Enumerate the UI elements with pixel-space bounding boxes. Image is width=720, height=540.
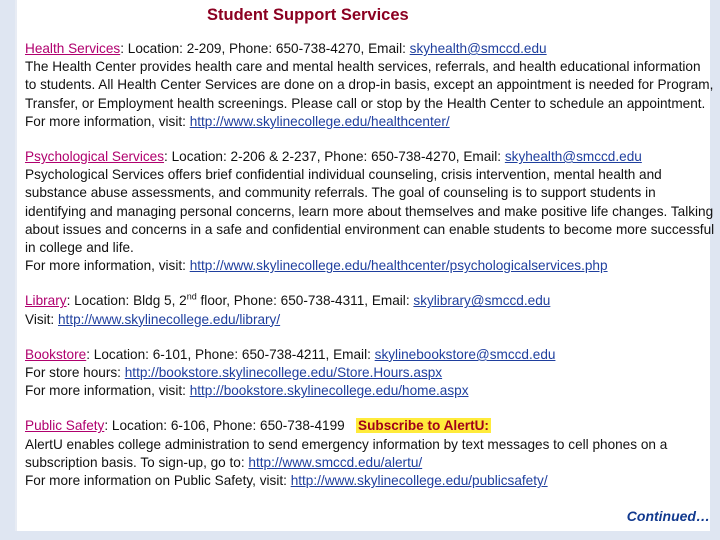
alertu-signup-link[interactable]: http://www.smccd.edu/alertu/ [248,454,423,470]
health-services-description: The Health Center provides health care and mental health services, referrals, and health educational information to students. All Health Center Services are done on a drop-in basis, except an appointment is needed for Program, Transfer, or Employment health screenings. Please call or stop by the Health Center to schedule an appointment. [25,59,714,111]
bookstore-hours-link[interactable]: http://bookstore.skylinecollege.edu/Store.Hours.aspx [124,365,443,381]
public-safety-section [25,417,715,490]
library-visit-label: Visit: [25,311,58,327]
psych-more-label: For more information, visit: [25,258,190,274]
bookstore-info [25,346,715,364]
bookstore-hours-label: For store hours: [25,365,125,381]
alertu-description [25,436,715,472]
library-visit [25,311,715,329]
public-safety-more-label: For more information on Public Safety, visit: [25,473,291,489]
health-services-info [25,40,715,58]
continued-label: Continued… [626,508,710,524]
psych-email-link[interactable]: skyhealth@smccd.edu [504,149,642,165]
alertu-description-text: AlertU enables college administration to send emergency information by text messages to cell phones on a subscription basis. To sign-up, go to: [25,436,668,470]
psych-services-more [25,257,715,275]
health-services-link[interactable]: Health Services [25,41,121,56]
health-more-label: For more information, visit: [25,113,190,129]
public-safety-link[interactable]: Public Safety [25,418,105,434]
library-info [25,292,715,310]
health-services-more [25,113,715,131]
ordinal-suffix: nd [186,291,197,302]
bookstore-email-link[interactable]: skylinebookstore@smccd.edu [374,346,556,362]
psych-website-link[interactable]: http://www.skylinecollege.edu/healthcenter/psychologicalservices.php [189,258,608,274]
library-link[interactable]: Library [25,293,67,309]
library-website-link[interactable]: http://www.skylinecollege.edu/library/ [58,311,281,327]
bookstore-more-label: For more information, visit: [25,383,190,399]
psych-services-link[interactable]: Psychological Services [25,149,165,165]
library-email-link[interactable]: skylibrary@smccd.edu [413,293,551,309]
library-contact-after: floor, Phone: 650-738-4311, Email: [196,293,414,309]
bookstore-hours [25,364,715,382]
public-safety-more [25,472,715,490]
psych-services-description: Psychological Services offers brief confidential individual counseling, crisis intervention, mental health and substance abuse assessments, and community referrals. The goal of counseling is to support students in identifying and managing personal concerns, learn more about themselves and make positive life changes. Talking about issues and concerns in a safe and confidential environment can enable students to become more successful in college and life. [25,167,715,256]
health-services-section [25,40,715,131]
public-safety-info [25,417,715,435]
services-list [25,40,715,507]
health-website-link[interactable]: http://www.skylinecollege.edu/healthcenter/ [189,113,450,129]
bookstore-contact: : Location: 6-101, Phone: 650-738-4211, Email: [86,346,375,362]
library-contact-before: : Location: Bldg 5, 2 [66,293,187,309]
health-services-contact: : Location: 2-209, Phone: 650-738-4270, Email: [120,41,410,56]
library-section [25,292,715,328]
psych-services-info [25,148,715,166]
public-safety-contact: : Location: 6-106, Phone: 650-738-4199 [104,418,357,434]
health-email-link[interactable]: skyhealth@smccd.edu [409,41,547,56]
alertu-highlight: Subscribe to AlertU: [358,418,489,434]
bookstore-website-link[interactable]: http://bookstore.skylinecollege.edu/home.aspx [189,383,469,399]
public-safety-website-link[interactable]: http://www.skylinecollege.edu/publicsafety/ [290,473,548,489]
psychological-services-section [25,148,715,275]
bookstore-more [25,382,715,400]
page-title: Student Support Services [207,6,409,24]
bookstore-link[interactable]: Bookstore [25,346,87,362]
bookstore-section [25,346,715,401]
psych-services-contact: : Location: 2-206 & 2-237, Phone: 650-738-4270, Email: [164,149,505,165]
